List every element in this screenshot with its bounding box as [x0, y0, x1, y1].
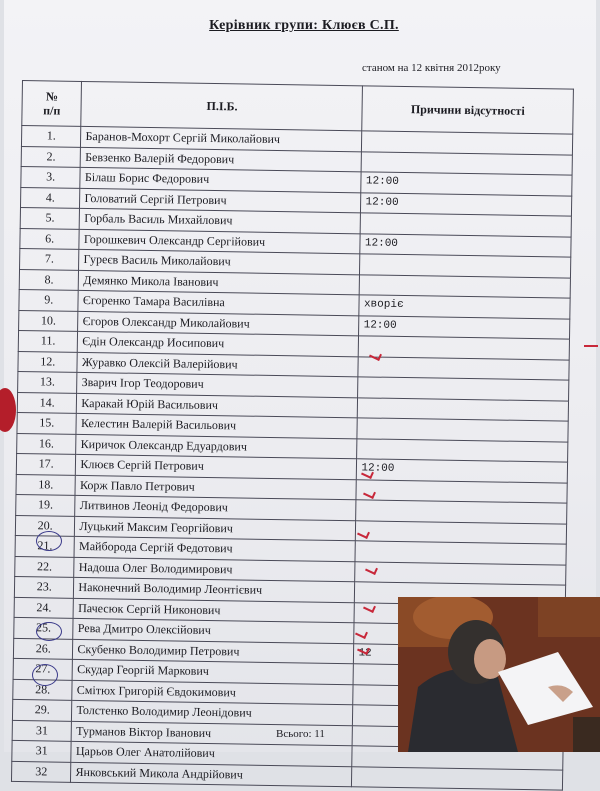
- row-number: 21.: [15, 535, 75, 556]
- row-number: 8.: [19, 269, 79, 290]
- row-name: Горошкевич Олександр Сергійович: [79, 229, 360, 254]
- row-name: Баранов-Мохорт Сергій Миколайович: [81, 126, 362, 151]
- row-name: Смітюх Григорій Євдокимович: [72, 680, 353, 705]
- row-number: 31: [12, 720, 72, 741]
- row-name: Наконечний Володимир Леонтієвич: [74, 577, 355, 602]
- row-number: 28.: [13, 679, 73, 700]
- total-note: Всього: 11: [276, 728, 325, 740]
- row-name: Скудар Георгій Маркович: [73, 659, 354, 684]
- row-name: Головатий Сергій Петрович: [80, 188, 361, 213]
- row-number: 31: [12, 740, 72, 761]
- row-number: 18.: [16, 474, 76, 495]
- row-name: Царьов Олег Анатолійович: [71, 741, 352, 766]
- row-number: 13.: [18, 371, 78, 392]
- row-number: 12.: [18, 351, 78, 372]
- row-name: Зварич Ігор Теодорович: [77, 372, 358, 397]
- row-name: Горбаль Василь Михайлович: [80, 208, 361, 233]
- row-number: 27.: [13, 658, 73, 679]
- row-name: Надоша Олег Володимирович: [74, 557, 355, 582]
- row-number: 7.: [20, 248, 80, 269]
- row-name: Єдін Олександр Иосипович: [78, 331, 359, 356]
- row-name: Келестин Валерій Васильович: [76, 413, 357, 438]
- row-name: Каракай Юрій Васильович: [77, 393, 358, 418]
- row-name: Толстенко Володимир Леонідович: [72, 700, 353, 725]
- red-object: [0, 388, 16, 432]
- row-reason: 12:00: [360, 233, 571, 257]
- row-number: 10.: [19, 310, 79, 331]
- row-reason: 12:00: [357, 459, 568, 483]
- row-name: Рева Дмитро Олексійович: [73, 618, 354, 643]
- header-name: П.І.Б.: [81, 81, 363, 130]
- row-name: Киричок Олександр Едуардович: [76, 434, 357, 459]
- row-name: Скубенко Володимир Петрович: [73, 639, 354, 664]
- row-name: Турманов Віктор Іванович: [72, 721, 353, 746]
- row-reason: хворіє: [359, 295, 570, 319]
- row-reason: 12:00: [361, 192, 572, 216]
- row-name: Пачесюк Сергій Никонович: [73, 598, 354, 623]
- row-name: Гуреєв Василь Миколайович: [79, 249, 360, 274]
- row-number: 14.: [17, 392, 77, 413]
- row-reason: 12:00: [359, 315, 570, 339]
- row-number: 4.: [20, 187, 80, 208]
- red-dash-mark: [584, 345, 598, 347]
- row-number: 5.: [20, 207, 80, 228]
- row-number: 32: [11, 761, 71, 782]
- number-circle-mark: [32, 664, 58, 686]
- row-number: 2.: [21, 146, 81, 167]
- row-number: 15.: [17, 412, 77, 433]
- header-reason: Причини відсутності: [362, 86, 573, 134]
- row-name: Журавко Олексій Валерійович: [77, 352, 358, 377]
- row-reason: [352, 766, 563, 790]
- row-name: Корж Павло Петрович: [75, 475, 356, 500]
- row-number: 24.: [14, 597, 74, 618]
- row-name: Бевзенко Валерій Федорович: [81, 147, 362, 172]
- row-number: 1.: [21, 126, 81, 147]
- row-number: 11.: [18, 330, 78, 351]
- row-name: Литвинов Леонід Федорович: [75, 495, 356, 520]
- row-name: Янковський Микола Андрійович: [71, 762, 352, 787]
- header-number: № п/п: [22, 81, 82, 127]
- row-number: 16.: [17, 433, 77, 454]
- row-reason: 12:00: [361, 172, 572, 196]
- date-note: станом на 12 квітня 2012року: [362, 62, 501, 74]
- row-name: Єгоренко Тамара Василівна: [78, 290, 359, 315]
- row-name: Демянко Микола Іванович: [79, 270, 360, 295]
- row-name: Єгоров Олександр Миколайович: [78, 311, 359, 336]
- row-number: 25.: [14, 617, 74, 638]
- inset-photo: [398, 597, 600, 752]
- row-number: 3.: [21, 166, 81, 187]
- row-number: 6.: [20, 228, 80, 249]
- row-reason: 12: [354, 643, 565, 667]
- row-name: Луцький Максим Георгійович: [75, 516, 356, 541]
- row-number: 20.: [15, 515, 75, 536]
- row-number: 19.: [16, 494, 76, 515]
- row-number: 26.: [13, 638, 73, 659]
- row-name: Клюєв Сергій Петрович: [76, 454, 357, 479]
- row-number: 9.: [19, 289, 79, 310]
- row-number: 17.: [16, 453, 76, 474]
- row-number: 29.: [12, 699, 72, 720]
- photo-illustration: [398, 597, 600, 752]
- row-name: Майборода Сергій Федотович: [74, 536, 355, 561]
- row-number: 23.: [14, 576, 74, 597]
- row-number: 22.: [15, 556, 75, 577]
- row-name: Білаш Борис Федорович: [80, 167, 361, 192]
- number-circle-mark: [36, 531, 62, 551]
- page-title: Керівник групи: Клюєв С.П.: [209, 18, 399, 33]
- number-circle-mark: [36, 622, 62, 641]
